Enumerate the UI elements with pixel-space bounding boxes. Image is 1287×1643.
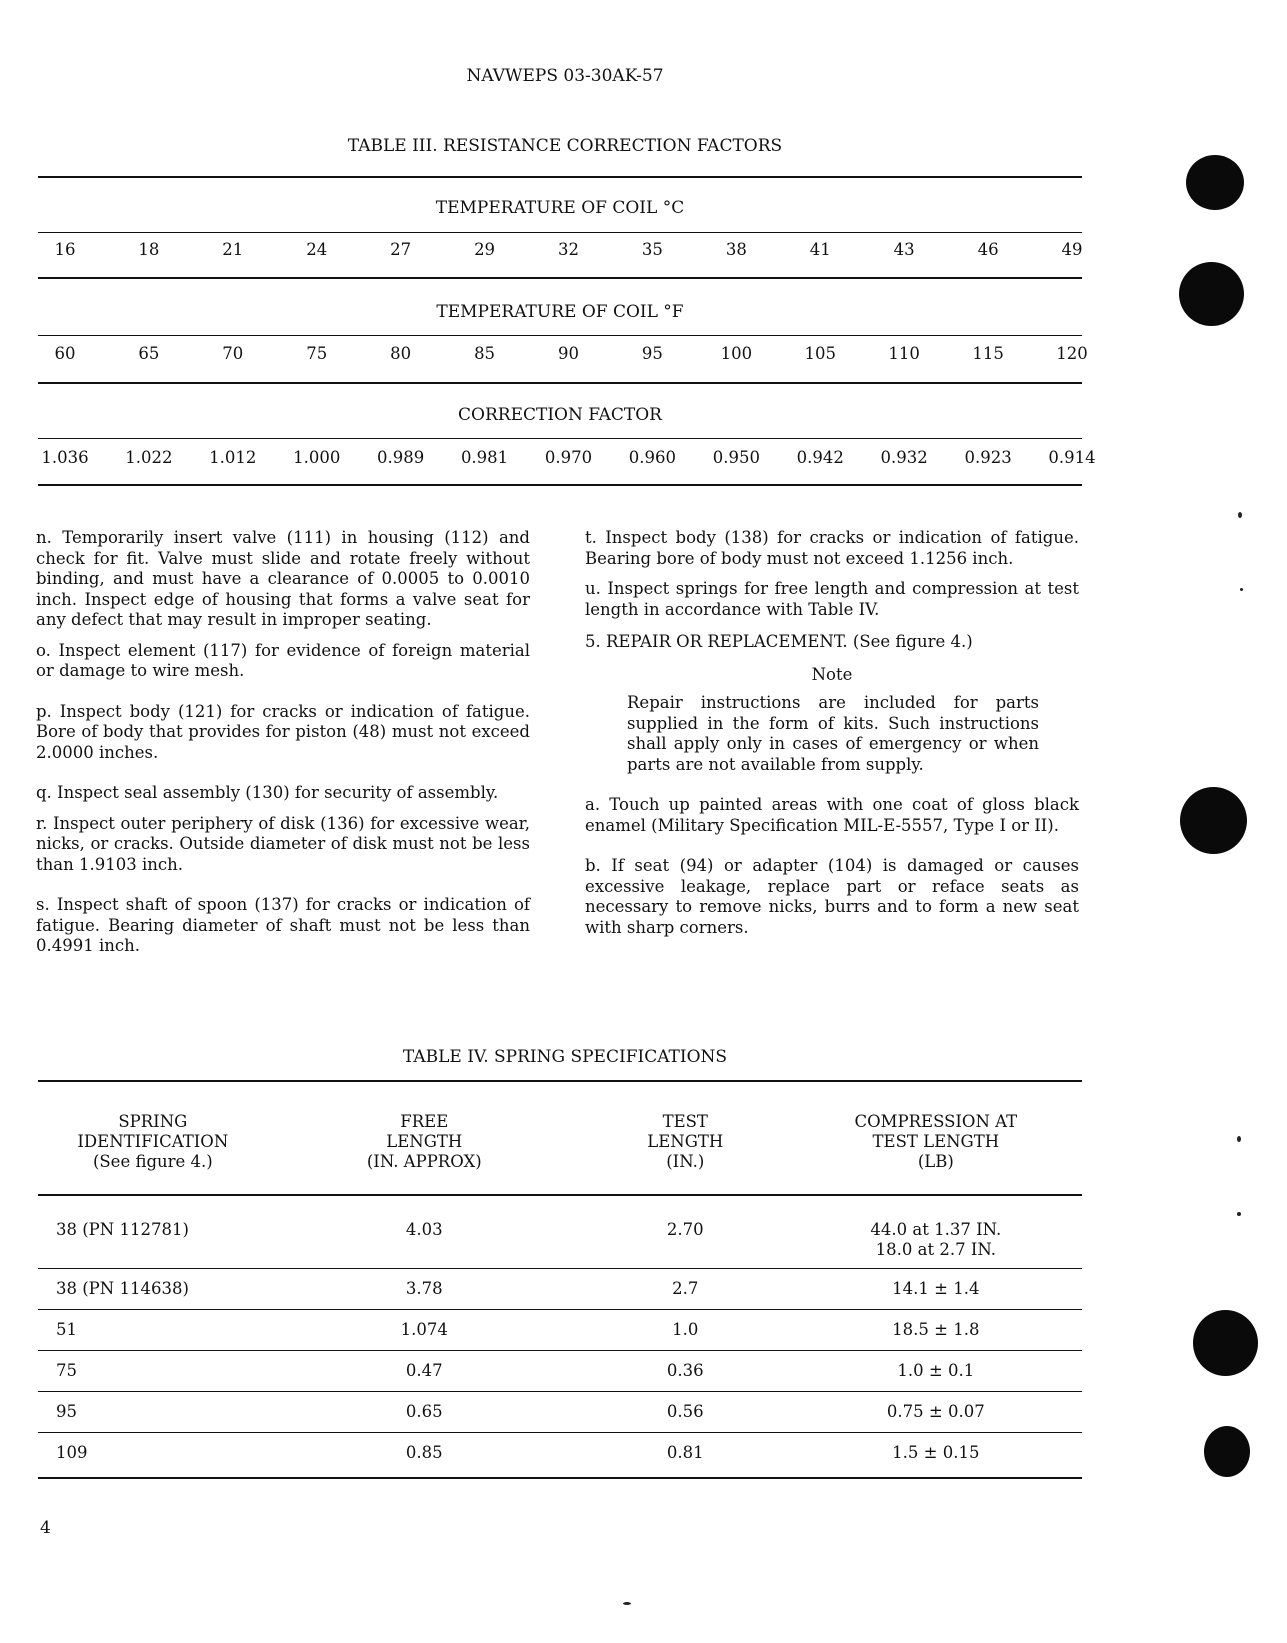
free-length-cell: 3.78 xyxy=(268,1269,581,1310)
table-cell: 0.981 xyxy=(460,448,509,467)
table-cell: 100 xyxy=(720,344,753,363)
table-cell: 110 xyxy=(888,344,920,363)
table-cell: 29 xyxy=(474,240,496,259)
spring-id-cell: 51 xyxy=(38,1310,268,1351)
table-row xyxy=(38,1392,1082,1433)
table-cell: 49 xyxy=(1061,240,1083,259)
scan-speck xyxy=(1240,588,1243,591)
spring-id-cell: 38 (PN 114638) xyxy=(38,1269,268,1310)
header-spring-identification: SPRING IDENTIFICATION (See figure 4.) xyxy=(38,1081,268,1195)
rule xyxy=(38,382,1082,384)
compression-cell: 1.0 ± 0.1 xyxy=(790,1351,1082,1392)
table-cell: 21 xyxy=(222,240,244,259)
table-4-title: TABLE IV. SPRING SPECIFICATIONS xyxy=(402,1047,728,1067)
spring-id-cell: 95 xyxy=(38,1392,268,1433)
table-cell: 90 xyxy=(557,344,579,363)
left-column xyxy=(36,528,530,967)
table-cell: 85 xyxy=(474,344,496,363)
table-cell: 0.942 xyxy=(796,448,844,467)
table-row xyxy=(38,1195,1082,1269)
table-cell: 65 xyxy=(138,344,160,363)
table-row xyxy=(38,1310,1082,1351)
punch-hole xyxy=(1180,787,1247,854)
rule xyxy=(38,277,1082,279)
test-length-cell: 0.56 xyxy=(581,1392,790,1433)
test-length-cell: 0.36 xyxy=(581,1351,790,1392)
paragraph-r: r. Inspect outer periphery of disk (136) for excessive wear, nicks, or cracks. Outside diameter of disk must not be less than 1.9103 inch. xyxy=(36,813,530,874)
fahrenheit-heading: TEMPERATURE OF COIL °F xyxy=(436,302,684,322)
table-cell: 43 xyxy=(893,240,915,259)
free-length-cell: 0.47 xyxy=(268,1351,581,1392)
spring-id-cell: 38 (PN 112781) xyxy=(38,1195,268,1269)
paragraph-b: b. If seat (94) or adapter (104) is damaged or causes excessive leakage, replace part or reface seats as necessary to remove nicks, burrs and to form a new seat with sharp corners. xyxy=(585,856,1079,937)
table-cell: 120 xyxy=(1056,344,1088,363)
table-cell: 115 xyxy=(972,344,1004,363)
paragraph-t: t. Inspect body (138) for cracks or indication of fatigue. Bearing bore of body must not exceed 1.1256 inch. xyxy=(585,528,1079,568)
scan-speck xyxy=(623,1602,631,1605)
rule xyxy=(38,438,1082,439)
table-cell: 0.970 xyxy=(544,448,593,467)
scan-speck xyxy=(1237,1136,1241,1142)
header-compression: COMPRESSION AT TEST LENGTH (LB) xyxy=(790,1081,1082,1195)
celsius-heading: TEMPERATURE OF COIL °C xyxy=(435,198,685,218)
compression-cell: 18.5 ± 1.8 xyxy=(790,1310,1082,1351)
right-column xyxy=(585,528,1079,948)
table-cell: 1.000 xyxy=(293,448,341,467)
free-length-cell: 1.074 xyxy=(268,1310,581,1351)
paragraph-a: a. Touch up painted areas with one coat of gloss black enamel (Military Specification MIL-E-5557, Type I or II). xyxy=(585,795,1079,835)
table-cell: 0.932 xyxy=(880,448,928,467)
page-number: 4 xyxy=(40,1518,51,1538)
table-cell: 32 xyxy=(557,240,579,259)
scan-speck xyxy=(1238,512,1242,518)
table-cell: 16 xyxy=(54,240,76,259)
paragraph-n: n. Temporarily insert valve (111) in housing (112) and check for fit. Valve must slide and rotate freely without binding, and must have a clearance of 0.0005 to 0.0010 inch. Inspect edge of housing that forms a valve seat for any defect that may result in improper seating. xyxy=(36,528,530,629)
note-text: Repair instructions are included for parts supplied in the form of kits. Such instructions shall apply only in cases of emergency or when parts are not available from supply. xyxy=(627,693,1039,774)
section-5-heading: 5. REPAIR OR REPLACEMENT. (See figure 4.) xyxy=(585,632,973,651)
table-cell: 1.022 xyxy=(125,448,173,467)
test-length-cell: 2.7 xyxy=(581,1269,790,1310)
document-id: NAVWEPS 03-30AK-57 xyxy=(466,66,664,86)
header-test-length: TEST LENGTH (IN.) xyxy=(581,1081,790,1195)
rule xyxy=(38,335,1082,336)
paragraph-q: q. Inspect seal assembly (130) for security of assembly. xyxy=(36,783,499,802)
paragraph-p: p. Inspect body (121) for cracks or indication of fatigue. Bore of body that provides for piston (48) must not exceed 2.0000 inches. xyxy=(36,701,530,762)
note-heading: Note xyxy=(811,664,853,684)
table-cell: 0.960 xyxy=(628,448,677,467)
punch-hole xyxy=(1193,1310,1258,1376)
scan-speck xyxy=(1237,1212,1241,1216)
table-cell: 95 xyxy=(641,344,663,363)
compression-cell: 14.1 ± 1.4 xyxy=(790,1269,1082,1310)
table-4 xyxy=(38,1080,1082,1479)
spring-id-cell: 109 xyxy=(38,1433,268,1479)
table-4-header-row xyxy=(38,1081,1082,1195)
table-cell: 70 xyxy=(222,344,244,363)
compression-cell: 44.0 at 1.37 IN. 18.0 at 2.7 IN. xyxy=(790,1195,1082,1269)
table-cell: 24 xyxy=(306,240,328,259)
paragraph-u: u. Inspect springs for free length and compression at test length in accordance with Table IV. xyxy=(585,579,1079,619)
table-cell: 46 xyxy=(977,240,999,259)
table-3-bottom-rule xyxy=(38,484,1082,486)
table-cell: 35 xyxy=(641,240,663,259)
table-cell: 80 xyxy=(390,344,412,363)
celsius-row xyxy=(23,240,1114,259)
rule xyxy=(38,232,1082,233)
table-cell: 105 xyxy=(804,344,836,363)
table-cell: 0.989 xyxy=(377,448,425,467)
table-cell: 41 xyxy=(809,240,831,259)
test-length-cell: 0.81 xyxy=(581,1433,790,1479)
fahrenheit-row xyxy=(23,344,1114,363)
table-3-title: TABLE III. RESISTANCE CORRECTION FACTORS xyxy=(347,136,783,156)
header-free-length: FREE LENGTH (IN. APPROX) xyxy=(268,1081,581,1195)
test-length-cell: 1.0 xyxy=(581,1310,790,1351)
spring-id-cell: 75 xyxy=(38,1351,268,1392)
paragraph-o: o. Inspect element (117) for evidence of foreign material or damage to wire mesh. xyxy=(36,640,530,680)
correction-factor-heading: CORRECTION FACTOR xyxy=(458,405,662,425)
free-length-cell: 0.85 xyxy=(268,1433,581,1479)
compression-cell: 1.5 ± 0.15 xyxy=(790,1433,1082,1479)
table-cell: 0.950 xyxy=(712,448,760,467)
punch-hole xyxy=(1179,262,1244,326)
correction-factor-row xyxy=(23,448,1114,467)
free-length-cell: 0.65 xyxy=(268,1392,581,1433)
table-cell: 1.012 xyxy=(209,448,257,467)
table-3-top-rule xyxy=(38,176,1082,178)
table-cell: 1.036 xyxy=(41,448,89,467)
table-cell: 75 xyxy=(306,344,328,363)
paragraph-s: s. Inspect shaft of spoon (137) for cracks or indication of fatigue. Bearing diameter of shaft must not be less than 0.4991 inch. xyxy=(36,895,530,955)
table-cell: 60 xyxy=(54,344,76,363)
table-row xyxy=(38,1351,1082,1392)
table-row xyxy=(38,1269,1082,1310)
table-cell: 18 xyxy=(138,240,160,259)
table-cell: 0.923 xyxy=(964,448,1012,467)
compression-cell: 0.75 ± 0.07 xyxy=(790,1392,1082,1433)
table-cell: 38 xyxy=(725,240,747,259)
free-length-cell: 4.03 xyxy=(268,1195,581,1269)
table-row xyxy=(38,1433,1082,1479)
punch-hole xyxy=(1204,1426,1250,1477)
table-cell: 27 xyxy=(390,240,412,259)
test-length-cell: 2.70 xyxy=(581,1195,790,1269)
table-cell: 0.914 xyxy=(1048,448,1096,467)
punch-hole xyxy=(1186,155,1244,210)
